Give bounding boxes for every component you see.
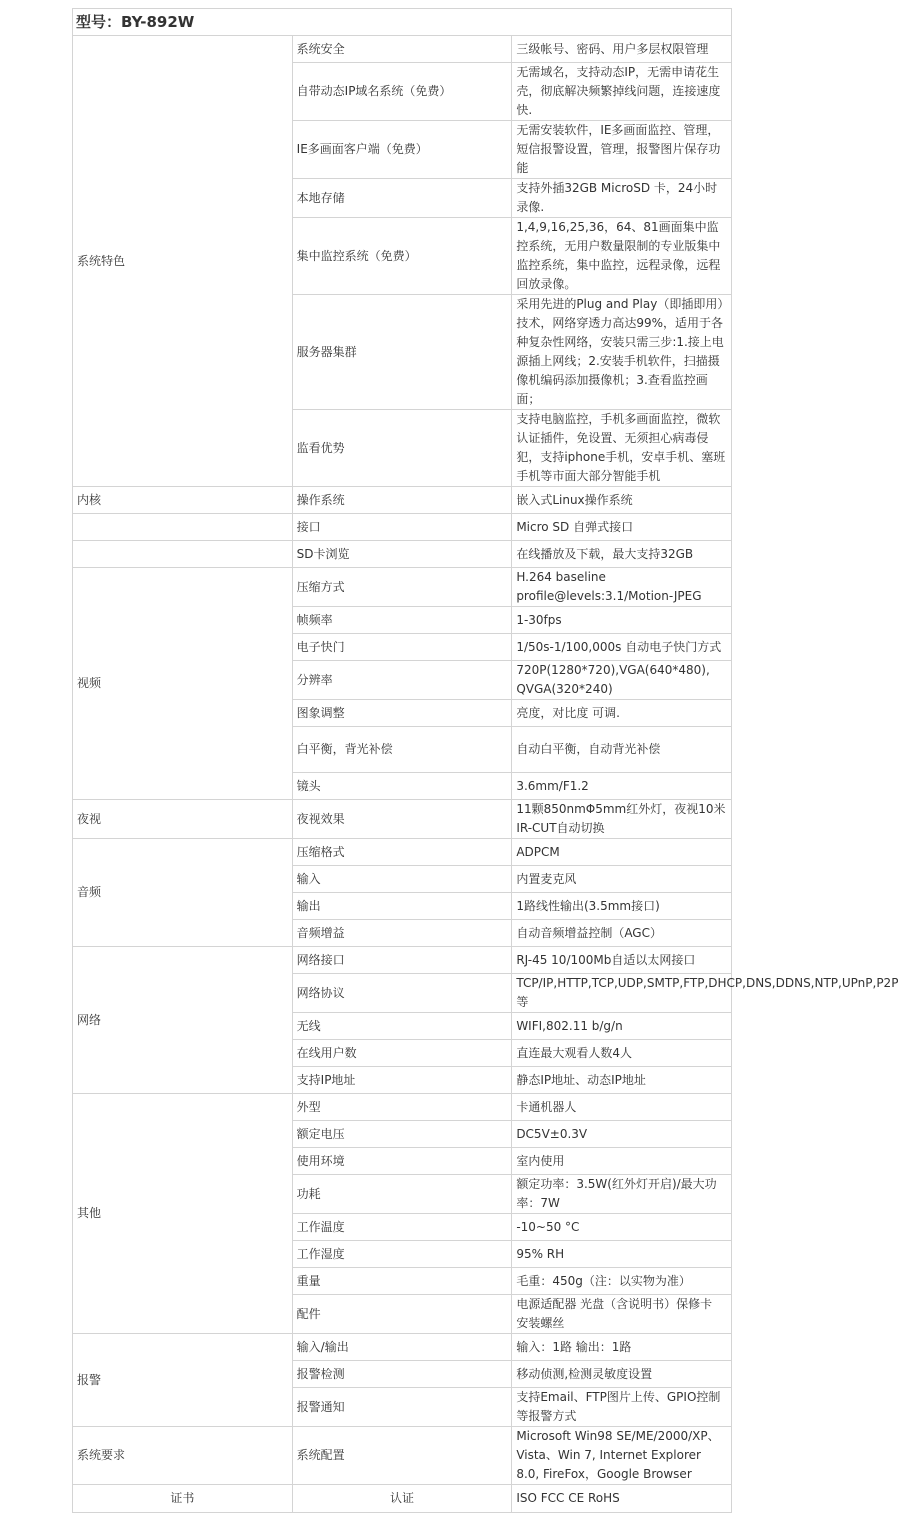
spec-value: 嵌入式Linux操作系统 — [512, 487, 732, 514]
spec-value: 直连最大观看人数4人 — [512, 1040, 732, 1067]
spec-value: H.264 baseline profile@levels:3.1/Motion-JPEG — [512, 568, 732, 607]
spec-row — [73, 1334, 732, 1361]
spec-label: 网络协议 — [292, 974, 512, 1013]
spec-value: 支持Email、FTP图片上传、GPIO控制等报警方式 — [512, 1388, 732, 1427]
spec-value: 输入：1路 输出：1路 — [512, 1334, 732, 1361]
spec-label: 输入/输出 — [292, 1334, 512, 1361]
section-name: 其他 — [73, 1094, 293, 1334]
spec-label: 外型 — [292, 1094, 512, 1121]
spec-label: 额定电压 — [292, 1121, 512, 1148]
spec-row — [73, 1485, 732, 1513]
spec-value: 1,4,9,16,25,36，64、81画面集中监控系统，无用户数量限制的专业版集中监控系统，集中监控，远程录像，远程回放录像。 — [512, 218, 732, 295]
spec-value: 11颗850nmΦ5mm红外灯，夜视10米 IR-CUT自动切换 — [512, 800, 732, 839]
spec-row — [73, 1094, 732, 1121]
spec-value: 在线播放及下载，最大支持32GB — [512, 541, 732, 568]
spec-value: 支持电脑监控，手机多画面监控，微软认证插件，免设置、无须担心病毒侵犯，支持iphone手机，安卓手机、塞班手机等市面大部分智能手机 — [512, 410, 732, 487]
title-row — [73, 9, 732, 36]
spec-label: 操作系统 — [292, 487, 512, 514]
spec-label: 系统安全 — [292, 36, 512, 63]
spec-label: 工作湿度 — [292, 1241, 512, 1268]
spec-label: 功耗 — [292, 1175, 512, 1214]
spec-row — [73, 487, 732, 514]
spec-label: 网络接口 — [292, 947, 512, 974]
spec-label: 输出 — [292, 893, 512, 920]
spec-value: RJ-45 10/100Mb自适以太网接口 — [512, 947, 732, 974]
spec-row — [73, 36, 732, 63]
spec-row — [73, 1427, 732, 1485]
section-name: 内核 — [73, 487, 293, 514]
spec-value: 无需域名，支持动态IP，无需申请花生壳，彻底解决频繁掉线问题，连接速度快. — [512, 63, 732, 121]
spec-label: 监看优势 — [292, 410, 512, 487]
section-name: 报警 — [73, 1334, 293, 1427]
spec-label: 重量 — [292, 1268, 512, 1295]
spec-label: 工作温度 — [292, 1214, 512, 1241]
spec-label: 白平衡，背光补偿 — [292, 727, 512, 773]
spec-label: 本地存储 — [292, 179, 512, 218]
section-name: 系统特色 — [73, 36, 293, 487]
spec-label: 自带动态IP域名系统（免费） — [292, 63, 512, 121]
spec-label: 报警通知 — [292, 1388, 512, 1427]
spec-value: 静态IP地址、动态IP地址 — [512, 1067, 732, 1094]
section-name: 音频 — [73, 839, 293, 947]
spec-value: Microsoft Win98 SE/ME/2000/XP、Vista、Win 7, Internet Explorer 8.0, FireFox，Google Browser — [512, 1427, 732, 1485]
section-name: 系统要求 — [73, 1427, 293, 1485]
spec-value: 无需安装软件，IE多画面监控、管理，短信报警设置，管理，报警图片保存功能 — [512, 121, 732, 179]
spec-value: 3.6mm/F1.2 — [512, 773, 732, 800]
spec-label: 配件 — [292, 1295, 512, 1334]
spec-label: 在线用户数 — [292, 1040, 512, 1067]
spec-value: 1-30fps — [512, 607, 732, 634]
section-name: 夜视 — [73, 800, 293, 839]
spec-value: 自动白平衡，自动背光补偿 — [512, 727, 732, 773]
spec-table-body — [73, 9, 898, 1513]
spec-label: 支持IP地址 — [292, 1067, 512, 1094]
model-title: 型号：BY-892W — [73, 9, 732, 36]
spec-label: 图象调整 — [292, 700, 512, 727]
section-name — [73, 541, 293, 568]
section-name: 网络 — [73, 947, 293, 1094]
spec-label: 集中监控系统（免费） — [292, 218, 512, 295]
spec-value: 额定功率：3.5W(红外灯开启)/最大功率：7W — [512, 1175, 732, 1214]
spec-label: 分辨率 — [292, 661, 512, 700]
spec-label: 帧频率 — [292, 607, 512, 634]
spec-label: 输入 — [292, 866, 512, 893]
spec-label: 认证 — [292, 1485, 512, 1513]
spec-value: 电源适配器 光盘（含说明书）保修卡 安装螺丝 — [512, 1295, 732, 1334]
spec-label: IE多画面客户端（免费） — [292, 121, 512, 179]
section-name: 证书 — [73, 1485, 293, 1513]
spec-value: 三级帐号、密码、用户多层权限管理 — [512, 36, 732, 63]
spec-label: 压缩方式 — [292, 568, 512, 607]
spec-value: 室内使用 — [512, 1148, 732, 1175]
spec-label: 服务器集群 — [292, 295, 512, 410]
spec-label: 压缩格式 — [292, 839, 512, 866]
spec-value: WIFI,802.11 b/g/n — [512, 1013, 732, 1040]
spec-label: 接口 — [292, 514, 512, 541]
spec-value: 720P(1280*720),VGA(640*480), QVGA(320*240) — [512, 661, 732, 700]
spec-value: 毛重：450g（注：以实物为准） — [512, 1268, 732, 1295]
section-name: 视频 — [73, 568, 293, 800]
spec-value: 卡通机器人 — [512, 1094, 732, 1121]
spec-row — [73, 839, 732, 866]
spec-value: 内置麦克风 — [512, 866, 732, 893]
spec-value: TCP/IP,HTTP,TCP,UDP,SMTP,FTP,DHCP,DNS,DDNS,NTP,UPnP,P2P等 — [512, 974, 732, 1013]
spec-value: 支持外插32GB MicroSD 卡，24小时录像. — [512, 179, 732, 218]
spec-label: 报警检测 — [292, 1361, 512, 1388]
spec-value: 95% RH — [512, 1241, 732, 1268]
spec-value: ISO FCC CE RoHS — [512, 1485, 732, 1513]
spec-label: SD卡浏览 — [292, 541, 512, 568]
spec-value: 1/50s-1/100,000s 自动电子快门方式 — [512, 634, 732, 661]
spec-label: 镜头 — [292, 773, 512, 800]
spec-value: 亮度，对比度 可调. — [512, 700, 732, 727]
spec-value: ADPCM — [512, 839, 732, 866]
spec-row — [73, 568, 732, 607]
spec-value: 移动侦测,检测灵敏度设置 — [512, 1361, 732, 1388]
spec-table — [72, 8, 898, 1513]
spec-row — [73, 514, 732, 541]
spec-row — [73, 541, 732, 568]
spec-value: 采用先进的Plug and Play（即插即用）技术，网络穿透力高达99%，适用于各种复杂性网络，安装只需三步:1.接上电源插上网线；2.安装手机软件，扫描摄像机编码添加摄像机；3.查看监控画面； — [512, 295, 732, 410]
spec-value: 1路线性输出(3.5mm接口) — [512, 893, 732, 920]
spec-value: DC5V±0.3V — [512, 1121, 732, 1148]
spec-value: Micro SD 自弹式接口 — [512, 514, 732, 541]
spec-label: 夜视效果 — [292, 800, 512, 839]
spec-value: -10~50 °C — [512, 1214, 732, 1241]
spec-value: 自动音频增益控制（AGC） — [512, 920, 732, 947]
spec-row — [73, 800, 732, 839]
spec-row — [73, 947, 732, 974]
spec-label: 无线 — [292, 1013, 512, 1040]
section-name — [73, 514, 293, 541]
spec-label: 电子快门 — [292, 634, 512, 661]
spec-label: 使用环境 — [292, 1148, 512, 1175]
spec-label: 系统配置 — [292, 1427, 512, 1485]
spec-label: 音频增益 — [292, 920, 512, 947]
